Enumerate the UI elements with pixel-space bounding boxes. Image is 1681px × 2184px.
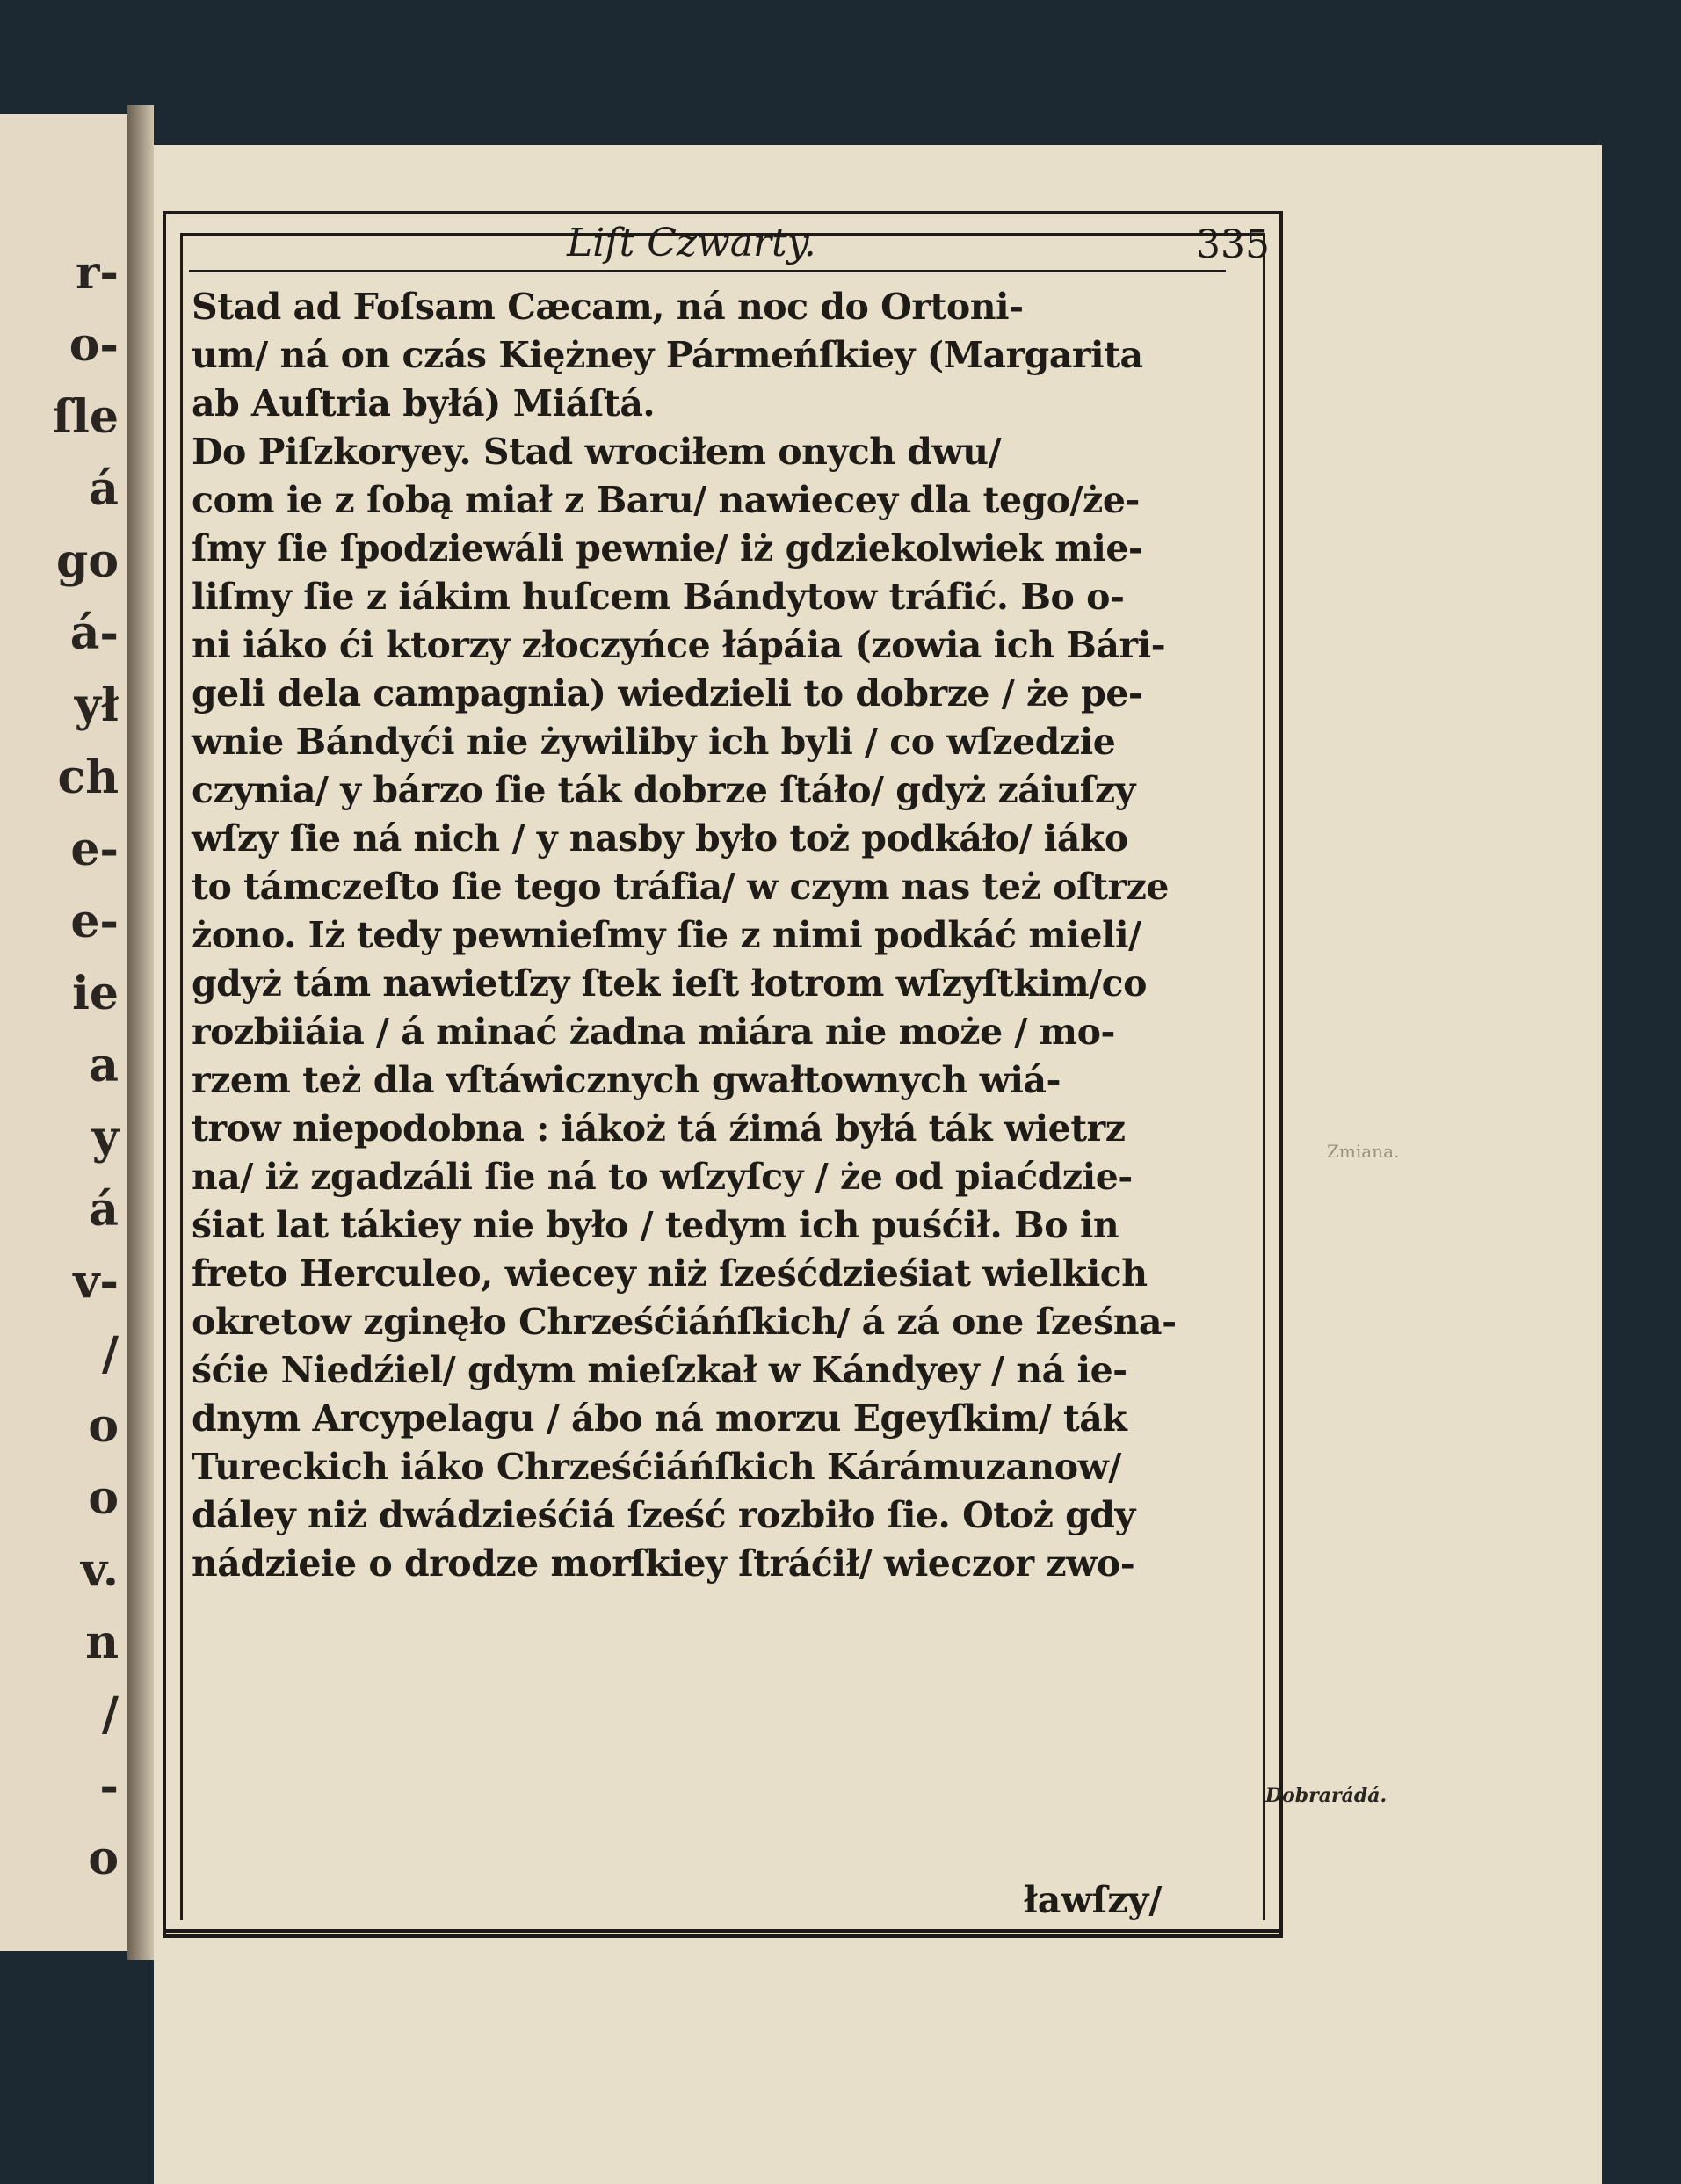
text-line: czynia/ y bárzo ſie ták dobrze ſtáło/ gdyż záiuſzy [192,769,1135,811]
text-line: na/ iż zgadzáli ſie ná to wſzyſcy / że od piaćdzie- [192,1156,1133,1198]
text-line: geli dela campagnia) wiedzieli to dobrze / że pe- [192,672,1143,715]
prev-page-fragment: á [89,462,119,516]
text-line: Do Piſzkoryey. Stad wrociłem onych dwu/ [192,431,1002,473]
text-line: ab Auſtria byłá) Miáſtá. [192,382,656,424]
prev-page-fragment: n [85,1615,119,1669]
text-line: trow niepodobna : iákoż tá źimá byłá ták wietrz [192,1107,1126,1150]
text-line: Tureckich iáko Chrześćiáńſkich Kárámuzanow/ [192,1446,1121,1488]
prev-page-fragment: o [88,1399,119,1453]
text-line: śiat lat tákiey nie było / tedym ich puśćił. Bo in [192,1204,1119,1246]
prev-page-fragment: o [88,1832,119,1885]
running-head-title: Liſt Czwarty. [567,221,816,265]
prev-page-fragment: v. [80,1543,119,1597]
text-line: Stad ad Foſsam Cæcam, ná noc do Ortoni- [192,286,1024,328]
text-line: śćie Niedźiel/ gdym mieſzkał w Kándyey / ná ie- [192,1349,1127,1391]
text-line: żono. Iż tedy pewnieſmy ſie z nimi podkáć mieli/ [192,914,1141,956]
text-line: liſmy ſie z iákim huſcem Bándytow tráfić. Bo o- [192,576,1125,618]
text-line: freto Herculeo, wiecey niż ſześćdzieśiat wielkich [192,1252,1148,1295]
prev-page-fragment: o- [69,318,119,372]
prev-page-fragment: ſle [52,390,119,444]
margin-note: Dobrarádá. [1265,1784,1388,1807]
text-line: dáley niż dwádzieśćiá ſześć rozbiło ſie. Otoż gdy [192,1494,1135,1536]
prev-page-fragment: á [89,1183,119,1237]
prev-page-fragment: / [102,1687,119,1741]
prev-page-fragment: y [91,1111,119,1165]
scan-border [1602,145,1681,2184]
prev-page-fragment: ie [72,967,119,1020]
prev-page-fragment: o [88,1471,119,1525]
body-text [192,283,1250,1588]
prev-page-fragment: e- [70,895,119,948]
text-line: dnym Arcypelagu / ábo ná morzu Egeyſkim/ ták [192,1397,1127,1440]
prev-page-fragment: / [102,1327,119,1381]
head-rule [189,270,1226,272]
prev-page-fragment: go [55,534,119,588]
prev-page-fragment: r- [76,246,119,300]
margin-show-through: Zmiana. [1327,1141,1400,1162]
catchword: ławſzy/ [1024,1879,1163,1921]
prev-page-fragment: ch [57,751,119,804]
page-number: 335 [1196,222,1270,267]
text-line: to támczeſto ſie tego tráfia/ w czym nas też oſtrze [192,866,1169,908]
text-line: rzem też dla vſtáwicznych gwałtownych wiá- [192,1059,1061,1101]
prev-page-fragment: v- [73,1255,119,1309]
text-line: wſzy ſie ná nich / y nasby było toż podkáło/ iáko [192,817,1128,860]
prev-page-fragment: - [99,1760,119,1813]
text-line: um/ ná on czás Kiężney Pármeńſkiey (Margarita [192,334,1143,376]
text-line: ſmy ſie ſpodziewáli pewnie/ iż gdziekolwiek mie- [192,527,1143,570]
prev-page-fragment: á- [69,606,119,660]
text-line: com ie z ſobą miał z Baru/ nawiecey dla tego/że- [192,479,1140,521]
previous-page-edge [0,114,129,1951]
prev-page-fragment: e- [70,823,119,876]
text-line: rozbiiáia / á minać żadna miára nie może / mo- [192,1011,1115,1053]
text-line: wnie Bándyći nie żywiliby ich byli / co wſzedzie [192,721,1116,763]
text-line: ni iáko ći ktorzy złoczyńce łápáia (zowia ich Bári- [192,624,1166,666]
book-gutter [127,105,154,1960]
bottom-rule [163,1929,1283,1933]
prev-page-fragment: ył [74,678,119,732]
text-line: nádzieie o drodze morſkiey ſtráćił/ wieczor zwo- [192,1542,1135,1585]
text-line: okretow zginęło Chrześćiáńſkich/ á zá one ſześna- [192,1301,1177,1343]
text-line: gdyż tám nawietſzy ſtek ieſt łotrom wſzyſtkim/co [192,962,1147,1005]
prev-page-fragment: a [89,1039,119,1092]
running-head [189,215,1270,277]
